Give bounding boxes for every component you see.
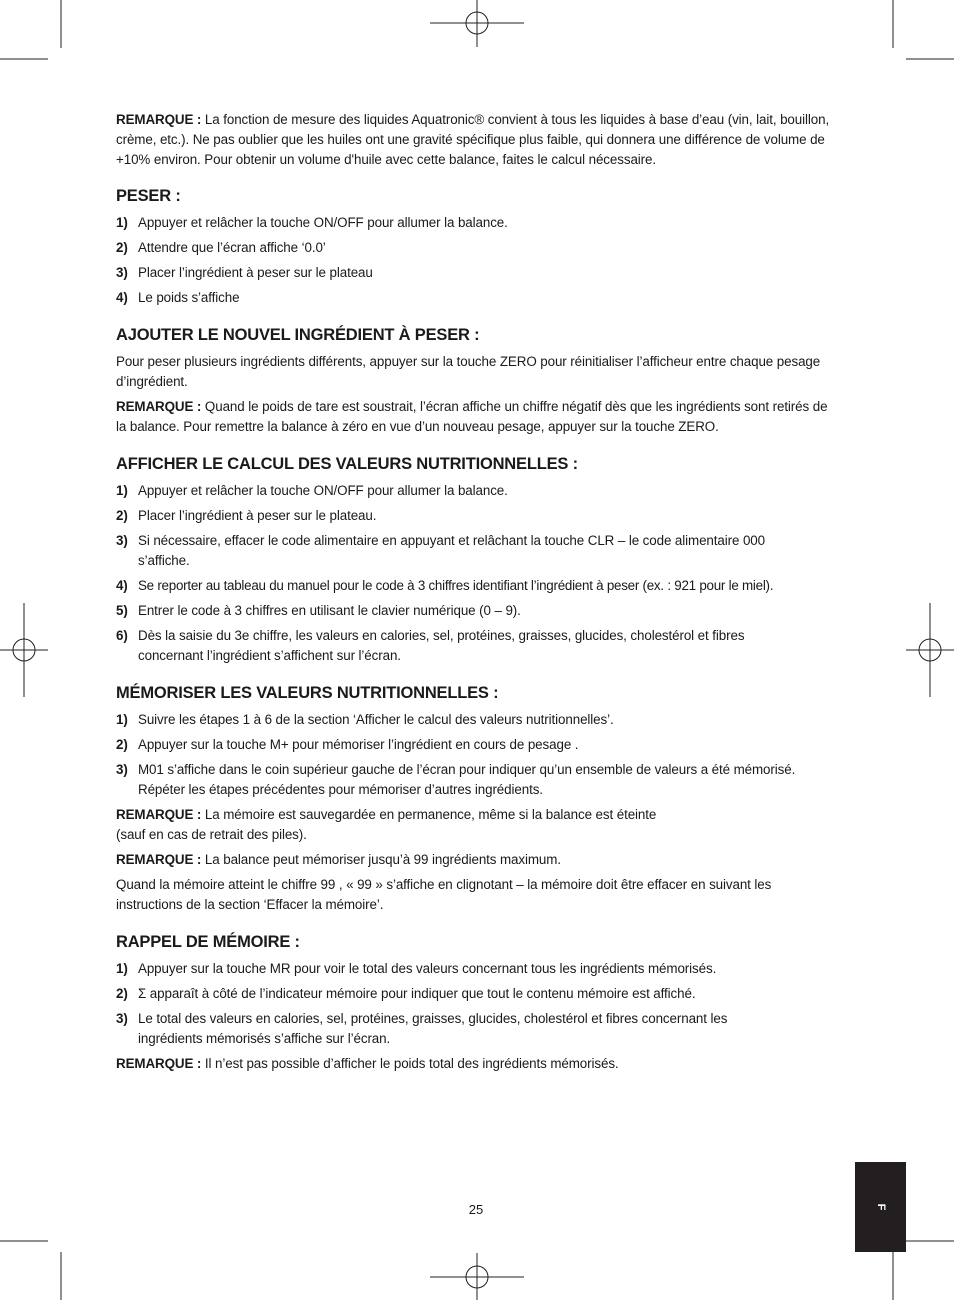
language-tab	[855, 1162, 906, 1252]
list-item: 3) Placer l’ingrédient à peser sur le plateau	[116, 265, 373, 280]
list-item: 4) Le poids s’affiche	[116, 290, 240, 305]
memoriser-note-2	[116, 850, 838, 870]
intro-note	[116, 110, 838, 170]
list-item: 2) Attendre que l’écran affiche ‘0.0’	[116, 240, 326, 255]
memoriser-note-1	[116, 805, 838, 845]
list-item: 1) Appuyer et relâcher la touche ON/OFF pour allumer la balance.	[116, 483, 508, 498]
list-item: 3) Si nécessaire, effacer le code alimentaire en appuyant et relâchant la touche CLR – le code alimentaire 000 s’affiche.	[116, 533, 765, 568]
note-text: La fonction de mesure des liquides Aquatronic® convient à tous les liquides à base d’eau (vin, lait, bouillon, crème, etc.). Ne pas oublier que les huiles ont une gravité spécifique plus faible, qui donnera une différence de volume de +10% environ. Pour obtenir un volume d'huile avec cette balance, faites le calcul nécessaire.	[116, 112, 830, 167]
heading-memoriser: MÉMORISER LES VALEURS NUTRITIONNELLES :	[116, 684, 499, 702]
list-item: 1) Suivre les étapes 1 à 6 de la section ‘Afficher le calcul des valeurs nutritionnelles’.	[116, 712, 614, 727]
list-item: 5) Entrer le code à 3 chiffres en utilisant le clavier numérique (0 – 9).	[116, 603, 521, 618]
heading-afficher: AFFICHER LE CALCUL DES VALEURS NUTRITIONNELLES :	[116, 455, 578, 473]
heading-ajouter: AJOUTER LE NOUVEL INGRÉDIENT À PESER :	[116, 326, 480, 344]
note-text: La balance peut mémoriser jusqu’à 99 ingrédients maximum.	[201, 852, 561, 867]
ajouter-note	[116, 397, 838, 437]
heading-peser: PESER :	[116, 187, 181, 205]
heading-rappel: RAPPEL DE MÉMOIRE :	[116, 933, 300, 951]
memoriser-body: Quand la mémoire atteint le chiffre 99 , « 99 » s’affiche en clignotant – la mémoire doit être effacer en suivant les instructions de la section ‘Effacer la mémoire’.	[116, 877, 772, 912]
memoriser-steps	[116, 710, 838, 800]
list-item: 6) Dès la saisie du 3e chiffre, les valeurs en calories, sel, protéines, graisses, glucides, cholestérol et fibres concernant l’ingrédient s’affichent sur l’écran.	[116, 628, 745, 663]
afficher-steps	[116, 481, 838, 666]
list-item: 3) M01 s’affiche dans le coin supérieur gauche de l’écran pour indiquer qu’un ensemble de valeurs a été mémorisé. Répéter les étapes précédentes pour mémoriser d’autres ingrédients.	[116, 762, 796, 797]
list-item: 2) Placer l’ingrédient à peser sur le plateau.	[116, 508, 377, 523]
note-label: REMARQUE :	[116, 807, 202, 822]
note-label: REMARQUE :	[116, 399, 202, 414]
list-item: 1) Appuyer et relâcher la touche ON/OFF pour allumer la balance.	[116, 215, 508, 230]
list-item: 2) Σ apparaît à côté de l’indicateur mémoire pour indiquer que tout le contenu mémoire est affiché.	[116, 986, 696, 1001]
note-label: REMARQUE :	[116, 112, 202, 127]
note-label: REMARQUE :	[116, 852, 202, 867]
list-item: 1) Appuyer sur la touche MR pour voir le total des valeurs concernant tous les ingrédients mémorisés.	[116, 961, 717, 976]
note-text: Quand le poids de tare est soustrait, l’écran affiche un chiffre négatif dès que les ingrédients sont retirés de la balance. Pour remettre la balance à zéro en vue d’un nouveau pesage, appuyer sur la touche ZERO.	[116, 399, 828, 434]
list-item: 3) Le total des valeurs en calories, sel, protéines, graisses, glucides, cholestérol et fibres concernant les ingrédients mémorisés s’affiche sur l’écran.	[116, 1011, 728, 1046]
peser-steps	[116, 213, 838, 308]
rappel-note	[116, 1054, 838, 1074]
rappel-steps	[116, 959, 838, 1049]
note-text-line2: (sauf en cas de retrait des piles).	[116, 827, 307, 842]
list-item: 4) Se reporter au tableau du manuel pour le code à 3 chiffres identifiant l’ingrédient à peser (ex. : 921 pour le miel).	[116, 578, 774, 593]
note-label: REMARQUE :	[116, 1056, 202, 1071]
document-body	[116, 110, 838, 1079]
ajouter-body: Pour peser plusieurs ingrédients différents, appuyer sur la touche ZERO pour réinitialiser l’afficheur entre chaque pesage d’ingrédient.	[116, 354, 821, 389]
page-number: 25	[468, 1202, 484, 1217]
language-tab-label: F	[874, 1203, 887, 1211]
note-text: La mémoire est sauvegardée en permanence, même si la balance est éteinte	[201, 807, 657, 822]
list-item: 2) Appuyer sur la touche M+ pour mémoriser l’ingrédient en cours de pesage .	[116, 737, 579, 752]
note-text: Il n’est pas possible d’afficher le poids total des ingrédients mémorisés.	[201, 1056, 619, 1071]
